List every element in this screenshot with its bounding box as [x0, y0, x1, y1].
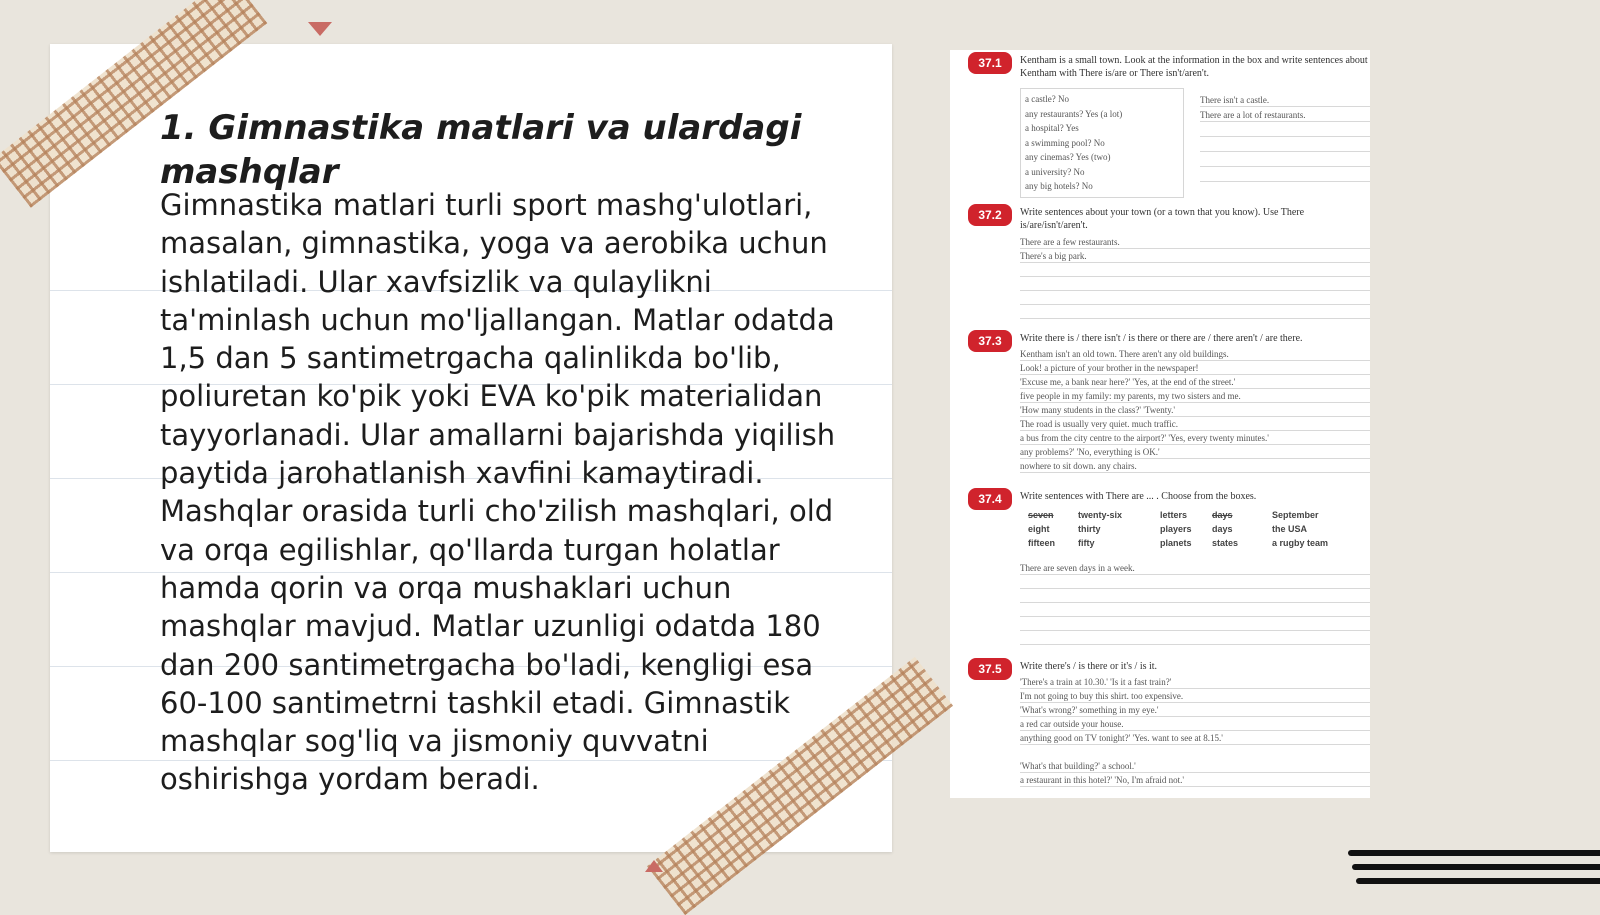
pin-marker: [308, 22, 332, 36]
exercise-badge: 37.4: [968, 488, 1012, 510]
answer-line: [1200, 154, 1370, 167]
answer-line: There are a lot of restaurants.: [1200, 109, 1370, 122]
info-row: any cinemas? Yes (two): [1025, 152, 1111, 162]
exercise-line: 'Excuse me, a bank near here?' 'Yes, at the end of the street.': [1020, 376, 1370, 389]
exercise-line: 'What's that building?' a school.': [1020, 760, 1370, 773]
answer-line: [1200, 139, 1370, 152]
exercise-line: nowhere to sit down. any chairs.: [1020, 460, 1370, 473]
exercise-line: 'How many students in the class?' 'Twenty.': [1020, 404, 1370, 417]
exercise-instruction: Kentham is a small town. Look at the information in the box and write sentences about Kentham with There is/are or There isn't/aren't.: [1020, 55, 1368, 79]
word: planets: [1160, 538, 1192, 548]
exercise-badge: 37.1: [968, 52, 1012, 74]
exercise-line: 'There's a train at 10.30.' 'Is it a fast train?': [1020, 676, 1370, 689]
exercise-line: a restaurant in this hotel?' 'No, I'm afraid not.': [1020, 774, 1370, 787]
answer-line: [1200, 124, 1370, 137]
info-row: any big hotels? No: [1025, 181, 1093, 191]
workbook-page-image: [950, 50, 1370, 798]
word: days: [1212, 524, 1233, 534]
exercise-instruction: Write there is / there isn't / is there or there are / there aren't / are there.: [1020, 333, 1303, 344]
answer-line: [1020, 618, 1370, 631]
exercise-badge: 37.2: [968, 204, 1012, 226]
answer-line: [1020, 292, 1370, 305]
exercise-37-4: [950, 488, 1370, 648]
exercise-line: five people in my family: my parents, my two sisters and me.: [1020, 390, 1370, 403]
answer-line: There are a few restaurants.: [1020, 236, 1370, 249]
answer-line: [1020, 264, 1370, 277]
answer-line: [1020, 278, 1370, 291]
exercise-37-5: [950, 658, 1370, 798]
exercise-line: any problems?' 'No, everything is OK.': [1020, 446, 1370, 459]
info-box: [1020, 88, 1184, 198]
exercise-badge: 37.3: [968, 330, 1012, 352]
answer-line: [1020, 604, 1370, 617]
brush-stroke-line: [1352, 864, 1600, 870]
word: letters: [1160, 510, 1188, 520]
info-row: a university? No: [1025, 166, 1085, 177]
word: eight: [1028, 524, 1050, 534]
word: September: [1272, 510, 1319, 520]
word: a rugby team: [1272, 538, 1329, 548]
exercise-instruction: Write sentences with There are ... . Choose from the boxes.: [1020, 491, 1257, 502]
brush-stroke-line: [1356, 878, 1600, 884]
word: seven: [1028, 510, 1054, 520]
word: days: [1212, 510, 1233, 520]
exercise-line: 'What's wrong?' something in my eye.': [1020, 704, 1370, 717]
exercise-line: a red car outside your house.: [1020, 718, 1370, 731]
answer-line: [1020, 632, 1370, 645]
exercise-37-3: [950, 330, 1370, 480]
exercise-37-2: [950, 204, 1370, 322]
answer-line: [1020, 576, 1370, 589]
exercise-instruction: Write there's / is there or it's / is it.: [1020, 661, 1158, 672]
slide-body-text: Gimnastika matlari turli sport mashg'ulotlari, masalan, gimnastika, yoga va aerobika uchun ishlatiladi. Ular xavfsizlik va qulaylikni ta'minlash uchun mo'ljallangan. Matlar odatda 1,5 dan 5 santimetrgacha qalinlikda bo'lib, poliuretan ko'pik yoki EVA ko'pik materialidan tayyorlanadi. Ular amallarni bajarishda yiqilish paytida jarohatlanish xavfini kamaytiradi. Mashqlar orasida turli cho'zilish mashqlari, old va orqa egilishlar, qo'llarda turgan holatlar hamda qorin va orqa mushaklari uchun mashqlar mavjud. Matlar uzunligi odatda 180 dan 200 santimetrgacha bo'ladi, kengligi esa 60-100 santimetrni tashkil etadi. Gimnastik mashqlar sog'liq va jismoniy quvvatni oshirishga yordam beradi.: [160, 188, 836, 797]
word: the USA: [1272, 524, 1308, 534]
exercise-instruction: Write sentences about your town (or a town that you know). Use There is/are/isn't/aren't.: [1020, 207, 1305, 231]
answer-line: There are seven days in a week.: [1020, 562, 1370, 575]
pin-marker: [645, 860, 663, 872]
answer-line: There's a big park.: [1020, 250, 1370, 263]
info-row: a hospital? Yes: [1025, 123, 1079, 133]
answer-line: [1020, 590, 1370, 603]
answer-line: There isn't a castle.: [1200, 94, 1370, 107]
word: thirty: [1078, 524, 1101, 534]
word: fifty: [1078, 538, 1095, 548]
word: fifteen: [1028, 538, 1055, 548]
answer-line: [1020, 306, 1370, 319]
info-row: any restaurants? Yes (a lot): [1025, 108, 1123, 119]
exercise-badge: 37.5: [968, 658, 1012, 680]
answer-line: [1200, 169, 1370, 182]
exercise-line: Kentham isn't an old town. There aren't any old buildings.: [1020, 348, 1370, 361]
exercise-37-1: [950, 52, 1370, 198]
exercise-line: I'm not going to buy this shirt. too expensive.: [1020, 690, 1370, 703]
brush-stroke-line: [1348, 850, 1600, 856]
exercise-line: Look! a picture of your brother in the newspaper!: [1020, 362, 1370, 375]
info-row: a castle? No: [1025, 94, 1069, 104]
exercise-line: a bus from the city centre to the airport?' 'Yes, every twenty minutes.': [1020, 432, 1370, 445]
exercise-line: anything good on TV tonight?' 'Yes. want to see at 8.15.': [1020, 732, 1370, 745]
info-row: a swimming pool? No: [1025, 137, 1105, 148]
word: players: [1160, 524, 1192, 534]
exercise-line: The road is usually very quiet. much traffic.: [1020, 418, 1370, 431]
word: states: [1212, 538, 1239, 548]
slide-title: 1. Gimnastika matlari va ulardagi mashqlar: [160, 108, 802, 192]
word: twenty-six: [1078, 510, 1123, 520]
